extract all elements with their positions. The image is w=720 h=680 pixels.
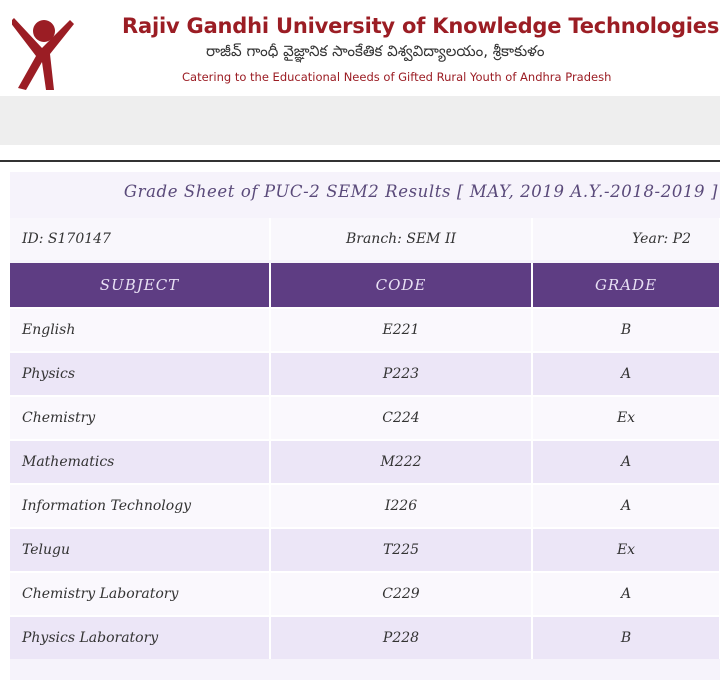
grade-cell: Ex xyxy=(532,528,720,572)
column-header-subject: SUBJECT xyxy=(10,263,270,308)
rgukt-logo-icon xyxy=(12,14,80,92)
university-name: Rajiv Gandhi University of Knowledge Technologies xyxy=(122,14,720,38)
subject-cell: Telugu xyxy=(10,528,270,572)
code-cell: T225 xyxy=(270,528,532,572)
subject-cell: Chemistry Laboratory xyxy=(10,572,270,616)
university-tagline: Catering to the Educational Needs of Gifted Rural Youth of Andhra Pradesh xyxy=(182,70,612,84)
subject-cell: Mathematics xyxy=(10,440,270,484)
table-row xyxy=(10,616,720,659)
grade-cell: A xyxy=(532,484,720,528)
student-year: Year: P2 xyxy=(532,218,720,260)
code-cell: E221 xyxy=(270,308,532,352)
nav-band xyxy=(0,96,720,145)
code-cell: M222 xyxy=(270,440,532,484)
grade-cell: A xyxy=(532,572,720,616)
table-row xyxy=(10,396,720,440)
table-row xyxy=(10,528,720,572)
subject-cell: Physics xyxy=(10,352,270,396)
code-cell: P223 xyxy=(270,352,532,396)
code-cell: C224 xyxy=(270,396,532,440)
grade-cell: B xyxy=(532,308,720,352)
subject-cell: English xyxy=(10,308,270,352)
student-info-row xyxy=(10,218,720,260)
code-cell: I226 xyxy=(270,484,532,528)
grade-cell: A xyxy=(532,440,720,484)
table-row xyxy=(10,484,720,528)
student-id: ID: S170147 xyxy=(10,218,270,260)
table-row xyxy=(10,572,720,616)
table-row xyxy=(10,440,720,484)
grade-sheet-title: Grade Sheet of PUC-2 SEM2 Results [ MAY, 2019 A.Y.-2018-2019 ] xyxy=(123,182,718,201)
column-header-code: CODE xyxy=(270,263,532,308)
column-header-grade: GRADE xyxy=(532,263,720,308)
code-cell: P228 xyxy=(270,616,532,659)
table-row xyxy=(10,352,720,396)
university-name-telugu: రాజీవ్ గాంధీ వైజ్ఞానిక సాంకేతిక విశ్వవిద్యాలయం, శ్రీకాకుళం xyxy=(206,42,545,60)
grade-cell: A xyxy=(532,352,720,396)
subject-cell: Chemistry xyxy=(10,396,270,440)
subject-cell: Information Technology xyxy=(10,484,270,528)
student-info-table xyxy=(10,218,720,260)
divider xyxy=(0,160,720,162)
subject-cell: Physics Laboratory xyxy=(10,616,270,659)
site-header xyxy=(0,0,720,96)
cut-off-footer-row xyxy=(10,664,720,680)
code-cell: C229 xyxy=(270,572,532,616)
grades-table xyxy=(10,263,720,659)
student-branch: Branch: SEM II xyxy=(270,218,532,260)
grades-header-row xyxy=(10,263,720,308)
grade-cell: Ex xyxy=(532,396,720,440)
table-row xyxy=(10,308,720,352)
grade-cell: B xyxy=(532,616,720,659)
